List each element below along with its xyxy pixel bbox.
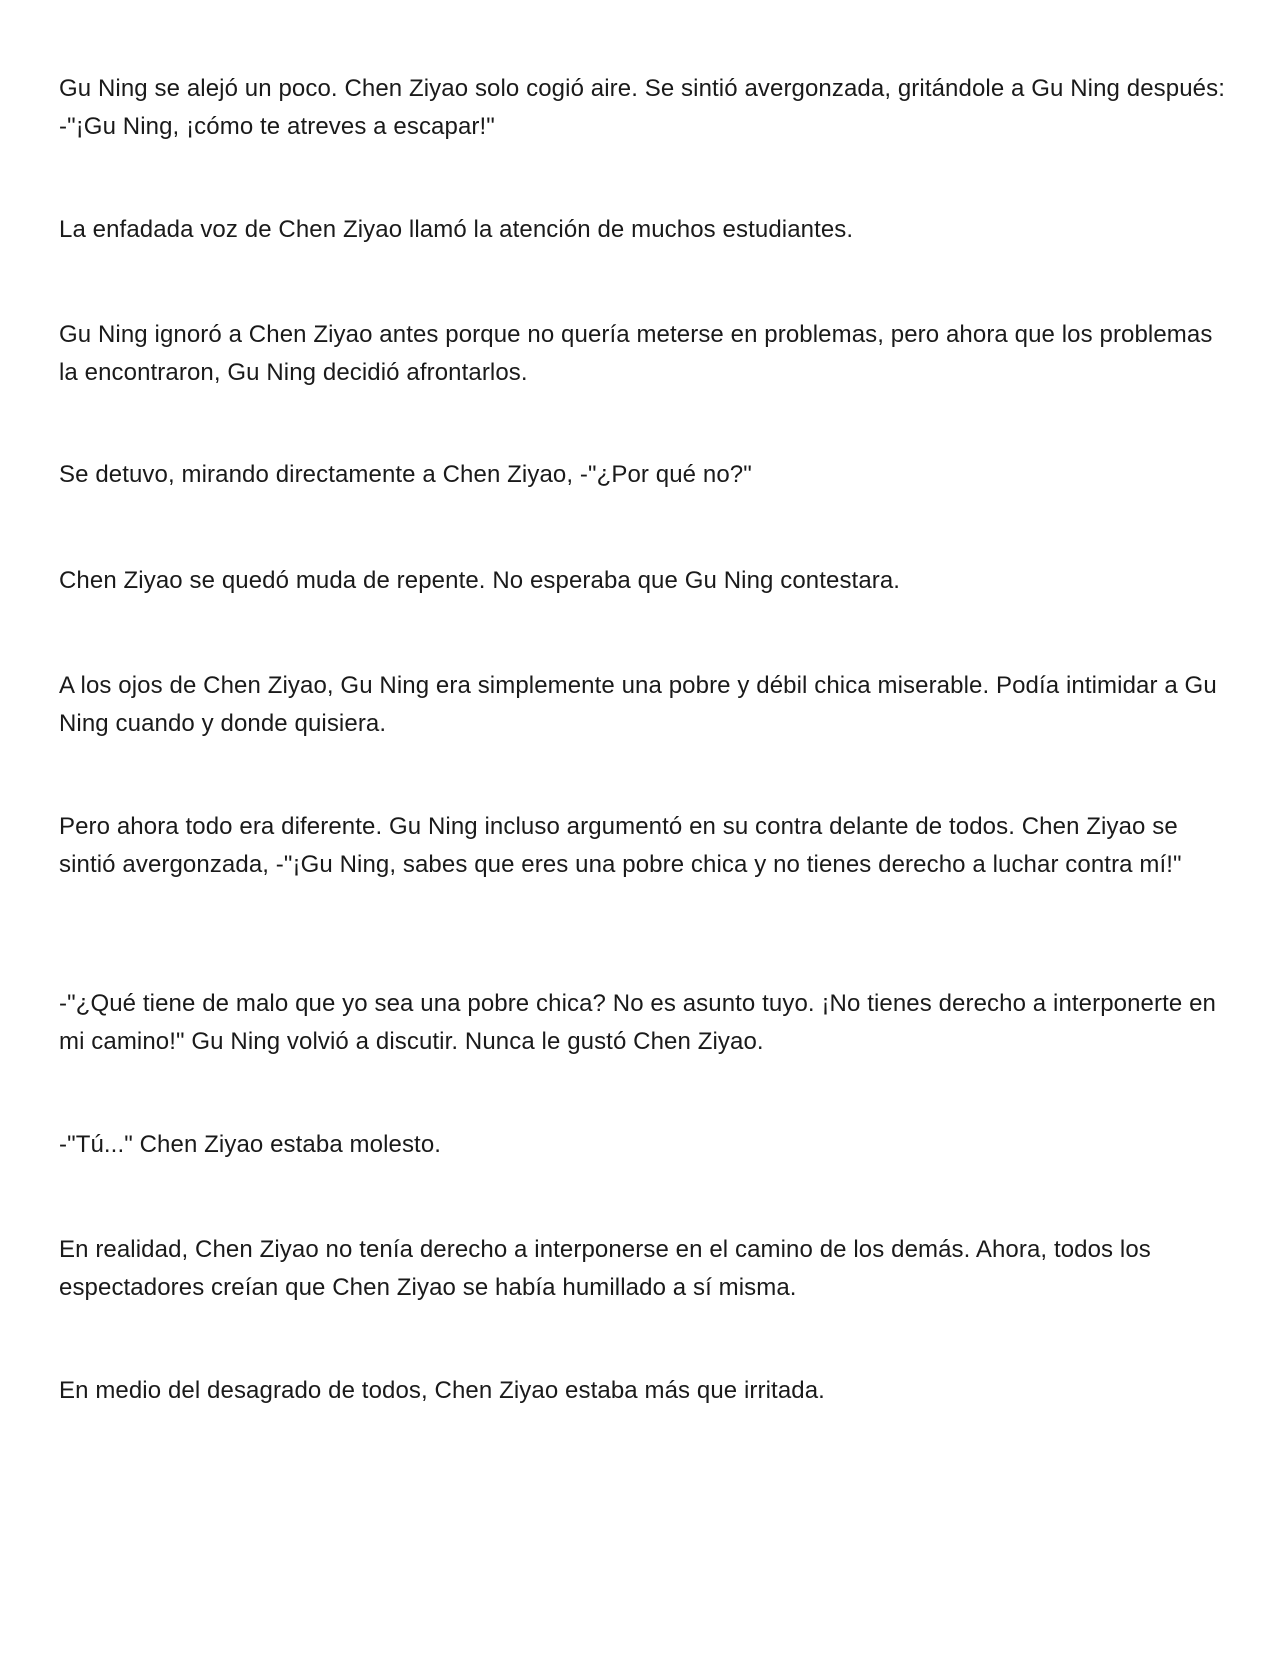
paragraph-5: Chen Ziyao se quedó muda de repente. No esperaba que Gu Ning contestara. <box>59 567 901 594</box>
paragraph-4: Se detuvo, mirando directamente a Chen Ziyao, -"¿Por qué no?" <box>59 461 752 488</box>
paragraph-7: Pero ahora todo era diferente. Gu Ning incluso argumentó en su contra delante de todos. Chen Ziyao se sintió avergonzada, -"¡Gu Ning, sabes que eres una pobre chica y no tienes derecho a luchar contra mí!" <box>59 813 1182 878</box>
paragraph-6: A los ojos de Chen Ziyao, Gu Ning era simplemente una pobre y débil chica miserable. Podía intimidar a Gu Ning cuando y donde quisiera. <box>59 672 1217 737</box>
paragraph-9: -"Tú..." Chen Ziyao estaba molesto. <box>59 1131 442 1158</box>
paragraph-11: En medio del desagrado de todos, Chen Ziyao estaba más que irritada. <box>59 1377 825 1404</box>
paragraph-2: La enfadada voz de Chen Ziyao llamó la atención de muchos estudiantes. <box>59 216 854 243</box>
paragraph-1: Gu Ning se alejó un poco. Chen Ziyao solo cogió aire. Se sintió avergonzada, gritándole a Gu Ning después: -"¡Gu Ning, ¡cómo te atreves a escapar!" <box>59 75 1225 140</box>
paragraph-3: Gu Ning ignoró a Chen Ziyao antes porque no quería meterse en problemas, pero ahora que los problemas la encontraron, Gu Ning decidió afrontarlos. <box>59 321 1213 386</box>
paragraph-10: En realidad, Chen Ziyao no tenía derecho a interponerse en el camino de los demás. Ahora, todos los espectadores creían que Chen Ziyao se había humillado a sí misma. <box>59 1236 1151 1301</box>
paragraph-8: -"¿Qué tiene de malo que yo sea una pobre chica? No es asunto tuyo. ¡No tienes derecho a interponerte en mi camino!" Gu Ning volvió a discutir. Nunca le gustó Chen Ziyao. <box>59 990 1216 1055</box>
